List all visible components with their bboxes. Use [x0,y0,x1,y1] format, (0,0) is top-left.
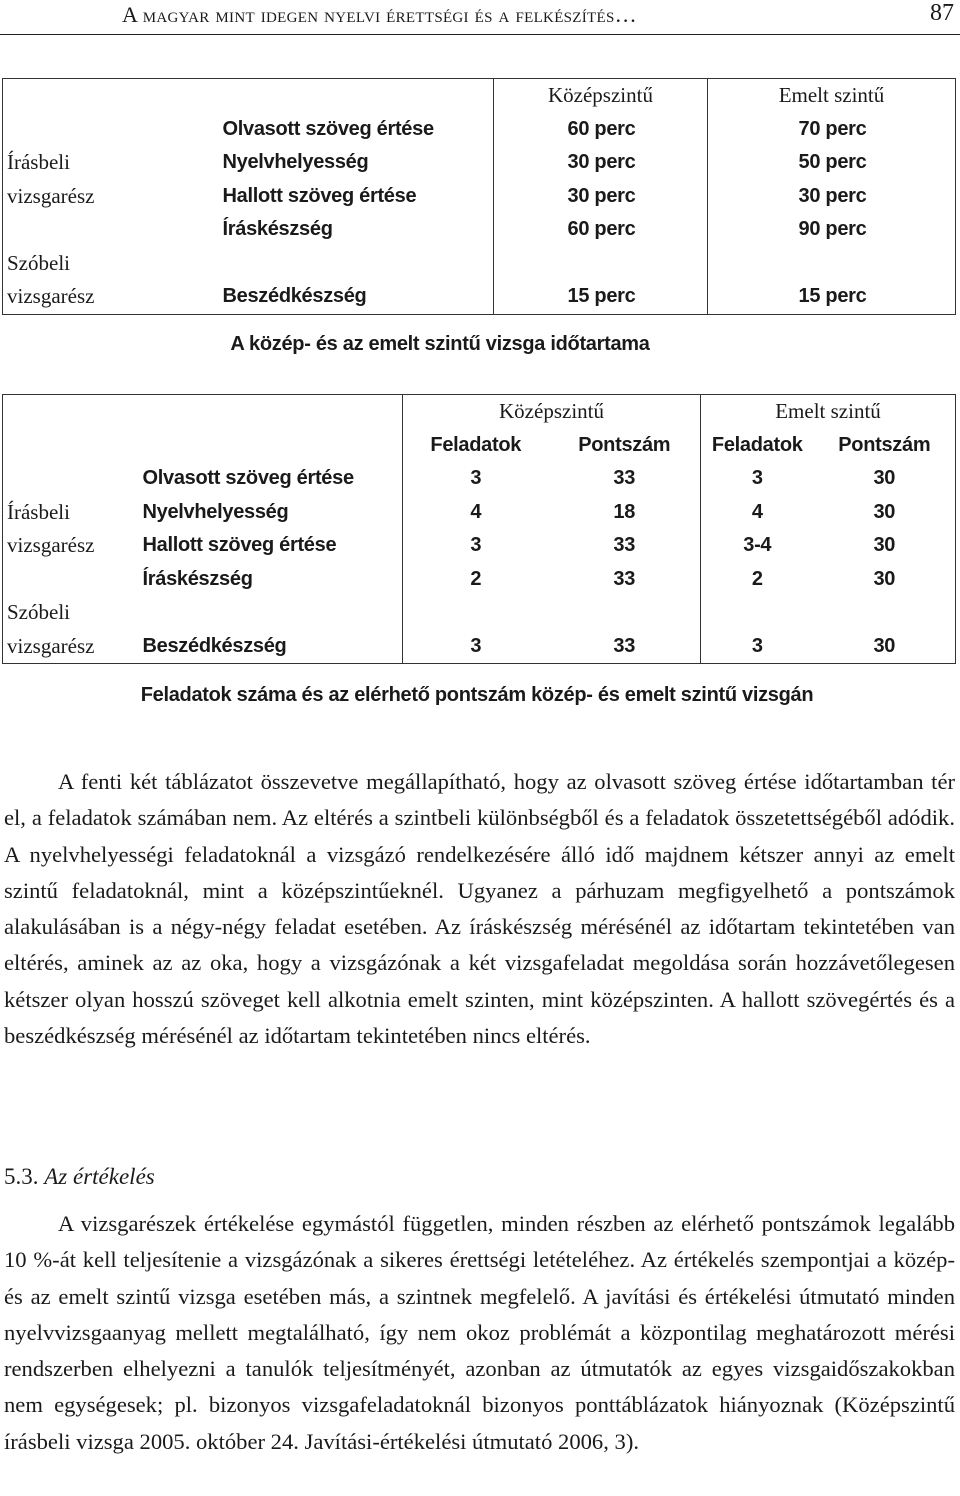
duration-table [2,78,956,315]
section-title: Az értékelés [44,1164,155,1189]
adv-duration: 30 perc [708,180,956,214]
table-header-row [3,395,956,429]
table-row [3,596,956,630]
table-row [3,563,956,597]
adv-points: 30 [873,567,896,590]
skill-label: Íráskészség [222,218,333,240]
table-header-row [3,79,956,113]
mid-points: 33 [613,534,636,556]
adv-duration: 70 perc [708,113,956,147]
table2-caption: Feladatok száma és az elérhető pontszám közép- és emelt szintű vizsgán [140,684,814,706]
table-row [3,113,956,147]
mid-tasks: 3 [403,529,549,563]
adv-tasks: 2 [701,563,814,597]
mid-tasks: 2 [403,563,549,597]
section-label-oral-2: vizsgarész [7,284,95,308]
mid-points: 33 [613,467,636,489]
running-title: A magyar mint idegen nyelvi érettségi és a felkészítés… [122,2,637,27]
skill-label: Nyelvhelyesség [222,151,369,173]
section-label-oral-1: Szóbeli [7,250,70,275]
adv-duration: 90 perc [708,213,956,247]
mid-tasks: 4 [403,496,549,530]
adv-points: 30 [873,500,896,523]
section-label-written-2: vizsgarész [7,533,95,557]
mid-tasks: 3 [403,462,549,496]
col-header-adv: Emelt szintű [708,79,956,113]
subheader-adv-tasks: Feladatok [701,429,814,463]
page-number: 87 [930,0,954,26]
mid-duration: 60 perc [494,113,708,147]
section-label-written-1: Írásbeli [7,150,70,174]
mid-duration: 15 perc [494,280,708,314]
mid-points: 33 [613,567,636,590]
subheader-mid-points: Pontszám [578,433,671,456]
mid-duration: 60 perc [494,213,708,247]
col-header-adv: Emelt szintű [701,395,956,429]
skill-label: Nyelvhelyesség [142,500,289,523]
table-row [3,180,956,214]
adv-tasks: 3 [701,462,814,496]
adv-points: 30 [873,634,896,657]
section-label-written-1: Írásbeli [7,499,70,524]
adv-duration: 15 perc [708,280,956,314]
table-row [3,247,956,281]
section-label-written-2: vizsgarész [7,183,95,208]
col-header-mid: Középszintű [494,79,708,113]
table-row [3,529,956,563]
body-paragraph-1: A fenti két táblázatot összevetve megállapítható, hogy az olvasott szöveg értése időtartamban tér el, a feladatok számában nem. Az eltérés a szintbeli különbségből és a feladatok összetettségéből adódik. A nyelvhelyességi feladatoknál a vizsgázó rendelkezésére álló idő majdnem kétszer annyi az emelt szintű feladatoknál, mint a középszintűeknél. Ugyanez a párhuzam megfigyelhető a pontszámok alakulásában is a négy-négy feladat esetében. Az íráskészség mérésénél az időtartam tekintetében van eltérés, aminek az az oka, hogy a vizsgázónak a két vizsgafeladat megoldása során hozzávetőlegesen kétszer olyan hosszú szöveget kell alkotnia emelt szinten, mint középszinten. A hallott szövegértés és a beszédkészség mérésénél az időtartam tekintetében nincs eltérés. [4,769,955,1049]
table-row [3,213,956,247]
running-header [0,0,960,35]
table-row [3,280,956,314]
subheader-adv-points: Pontszám [838,433,931,456]
table1-caption: A közép- és az emelt szintű vizsga időtartama [230,333,650,355]
col-header-mid: Középszintű [403,395,701,429]
mid-duration: 30 perc [494,146,708,180]
section-label-oral-2: vizsgarész [7,633,95,658]
adv-tasks: 3-4 [701,529,814,563]
skill-label: Olvasott szöveg értése [142,467,354,489]
table-subheader-row [3,429,956,463]
body-paragraph-2: A vizsgarészek értékelése egymástól független, minden részben az elérhető pontszámok legalább 10 %-át kell teljesítenie a vizsgázónak a sikeres érettségi letételéhez. Az értékelés szempontjai a közép- és az emelt szintű vizsga esetében más, a szintnek megfelelő. A javítási és értékelési útmutató minden nyelvvizsgaanyag mellett megtalálható, így nem okoz problémát a központilag meghatározott mérési rendszerben elhelyezni a tanulók teljesítményét, azonban az útmutatók az egyes vizsgaidőszakokban nem egységesek; pl. bizonyos vizsgafeladatoknál bizonyos ponttáblázatok hiányoznak (Középszintű írásbeli vizsga 2005. október 24. Javítási-értékelési útmutató 2006, 3). [4,1211,955,1454]
subheader-mid-tasks: Feladatok [403,429,549,463]
skill-label: Beszédkészség [142,634,287,657]
section-heading [4,1164,155,1190]
table-row [3,146,956,180]
mid-tasks: 3 [403,630,549,664]
section-number: 5.3. [4,1164,39,1189]
skill-label: Hallott szöveg értése [142,534,337,556]
table-row [3,630,956,664]
adv-points: 30 [873,467,896,489]
adv-tasks: 3 [701,630,814,664]
skill-label: Íráskészség [142,567,253,590]
skill-label: Beszédkészség [222,285,367,307]
tasks-points-table [2,394,956,664]
mid-points: 18 [613,500,636,523]
mid-duration: 30 perc [494,180,708,214]
table-row [3,496,956,530]
skill-label: Hallott szöveg értése [222,184,417,207]
mid-points: 33 [613,634,636,657]
section-label-oral-1: Szóbeli [7,600,70,624]
adv-points: 30 [873,534,896,556]
adv-duration: 50 perc [708,146,956,180]
skill-label: Olvasott szöveg értése [222,117,434,140]
adv-tasks: 4 [701,496,814,530]
table-row [3,462,956,496]
